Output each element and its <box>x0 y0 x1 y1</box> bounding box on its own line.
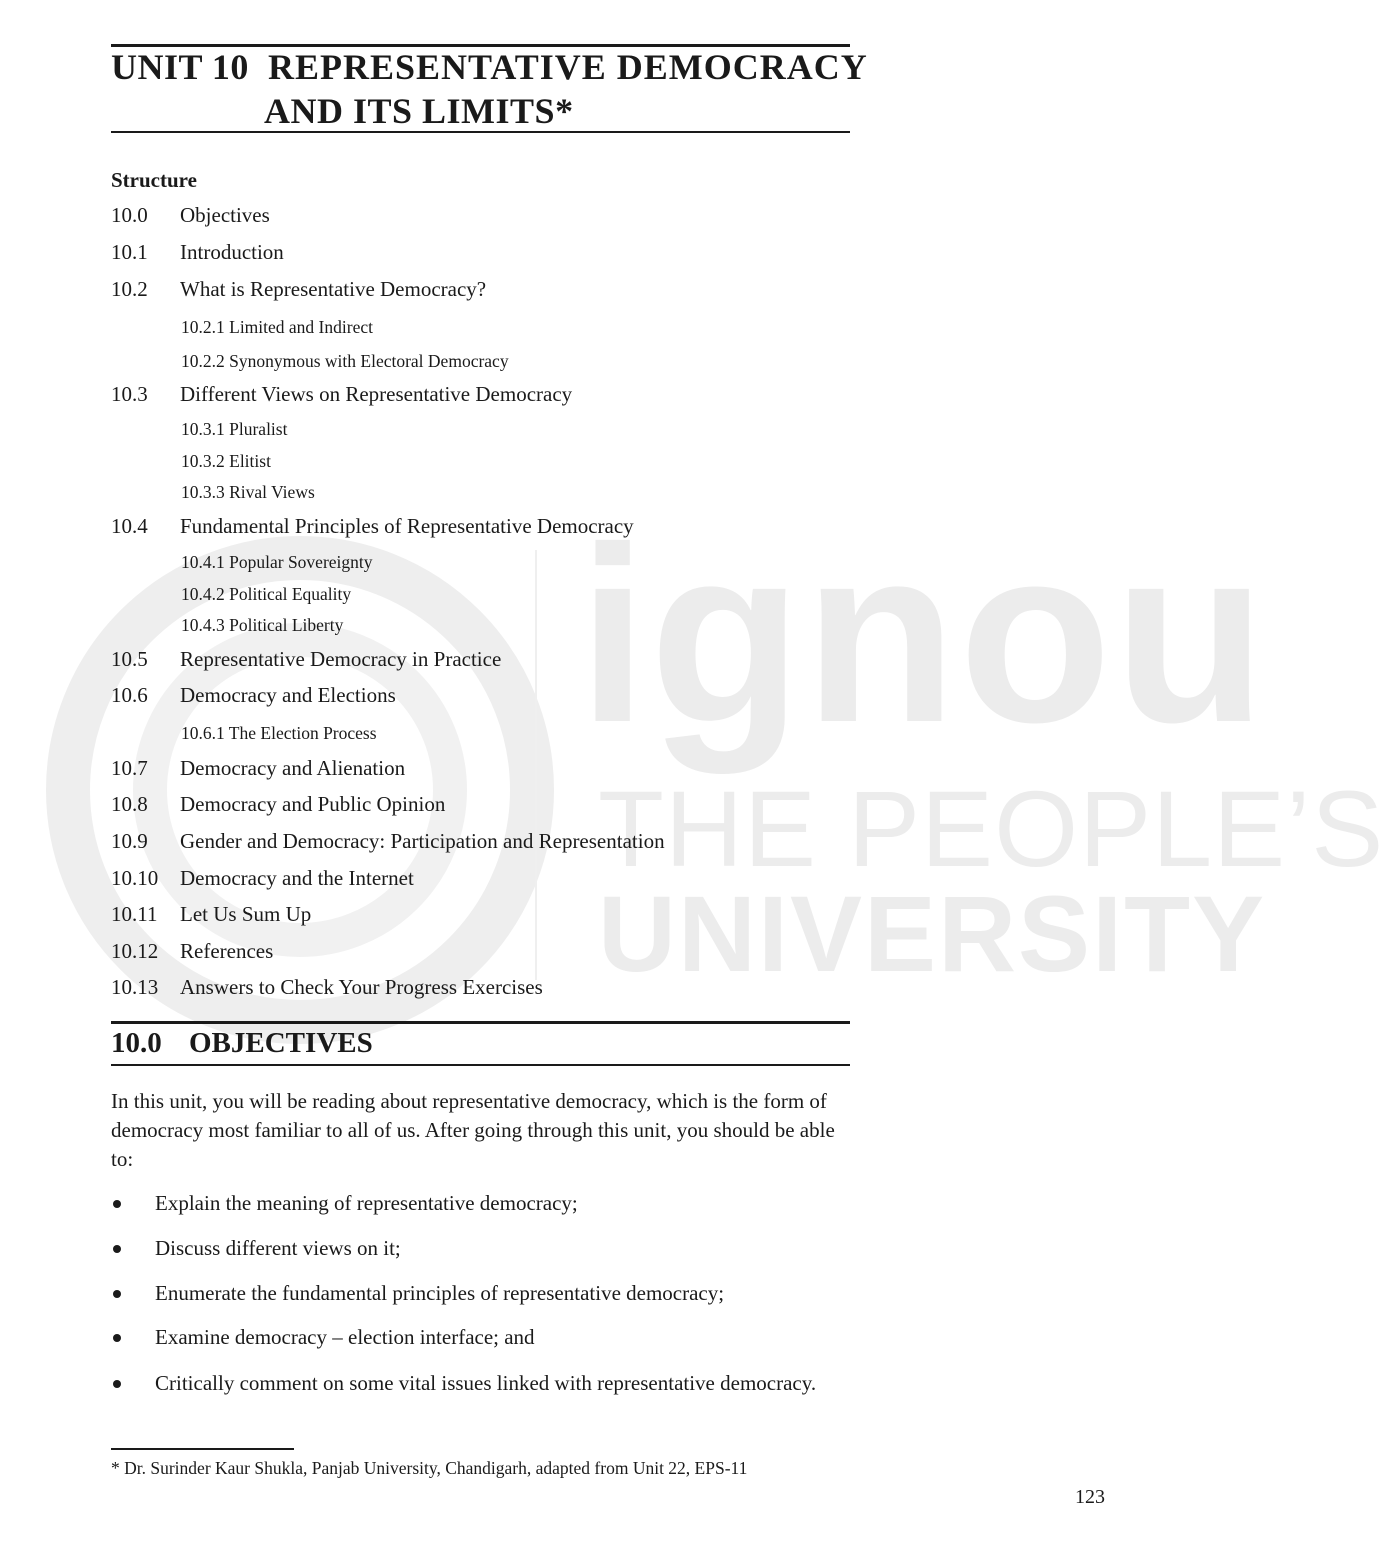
toc-item: 10.4 Fundamental Principles of Representative Democracy <box>111 514 634 538</box>
unit-title-line2: AND ITS LIMITS* <box>264 91 574 131</box>
objectives-top-rule <box>111 1021 850 1024</box>
toc-item: 10.11 Let Us Sum Up <box>111 902 312 926</box>
toc-subitem: 10.3.3 Rival Views <box>181 482 315 502</box>
toc-item: 10.9 Gender and Democracy: Participation and Representation <box>111 829 665 853</box>
toc-item: 10.10 Democracy and the Internet <box>111 866 414 890</box>
footnote-rule <box>111 1448 294 1450</box>
toc-item: 10.1 Introduction <box>111 240 284 264</box>
toc-subitem: 10.2.1 Limited and Indirect <box>181 317 373 337</box>
objective-bullet: Enumerate the fundamental principles of representative democracy; <box>111 1279 851 1308</box>
toc-subitem: 10.4.1 Popular Sovereignty <box>181 552 373 572</box>
bullet-icon <box>113 1200 121 1208</box>
unit-number: UNIT 10 <box>111 47 249 87</box>
objective-bullet: Discuss different views on it; <box>111 1234 851 1263</box>
toc-item: 10.7 Democracy and Alienation <box>111 756 406 780</box>
toc-item: 10.2 What is Representative Democracy? <box>111 277 487 301</box>
structure-heading: Structure <box>111 168 197 192</box>
toc-subitem: 10.3.2 Elitist <box>181 451 271 471</box>
bullet-icon <box>113 1334 121 1342</box>
toc-item: 10.13 Answers to Check Your Progress Exercises <box>111 975 543 999</box>
toc-subitem: 10.3.1 Pluralist <box>181 419 288 439</box>
toc-subitem: 10.4.2 Political Equality <box>181 584 352 604</box>
watermark-line1: THE PEOPLE’S <box>598 768 1384 889</box>
toc-item: 10.0 Objectives <box>111 203 270 227</box>
toc-subitem: 10.4.3 Political Liberty <box>181 615 344 635</box>
objectives-heading: 10.0 OBJECTIVES <box>111 1027 373 1059</box>
toc-item: 10.5 Representative Democracy in Practice <box>111 647 502 671</box>
unit-title-line1: REPRESENTATIVE DEMOCRACY <box>268 47 868 87</box>
toc-item: 10.8 Democracy and Public Opinion <box>111 792 446 816</box>
objectives-intro: In this unit, you will be reading about representative democracy, which is the form of democracy most familiar to all of us. After going through this unit, you should be able to: <box>111 1089 835 1171</box>
toc-subitem: 10.2.2 Synonymous with Electoral Democracy <box>181 351 509 371</box>
objective-bullet: Critically comment on some vital issues linked with representative democracy. <box>111 1369 851 1398</box>
title-bottom-rule <box>111 131 850 133</box>
bullet-icon <box>113 1245 121 1253</box>
bullet-icon <box>113 1380 121 1388</box>
objective-bullet: Explain the meaning of representative democracy; <box>111 1189 851 1218</box>
bullet-icon <box>113 1290 121 1298</box>
toc-item: 10.6 Democracy and Elections <box>111 683 396 707</box>
objective-bullet: Examine democracy – election interface; and <box>111 1323 851 1352</box>
objectives-bottom-rule <box>111 1064 850 1066</box>
watermark-brand: ignou <box>578 495 1269 774</box>
toc-subitem: 10.6.1 The Election Process <box>181 723 377 743</box>
toc-item: 10.12 References <box>111 939 274 963</box>
watermark-line2: UNIVERSITY <box>598 873 1267 994</box>
page-number: 123 <box>1075 1486 1105 1508</box>
footnote: * Dr. Surinder Kaur Shukla, Panjab University, Chandigarh, adapted from Unit 22, EPS-11 <box>111 1458 748 1478</box>
toc-item: 10.3 Different Views on Representative Democracy <box>111 382 573 406</box>
